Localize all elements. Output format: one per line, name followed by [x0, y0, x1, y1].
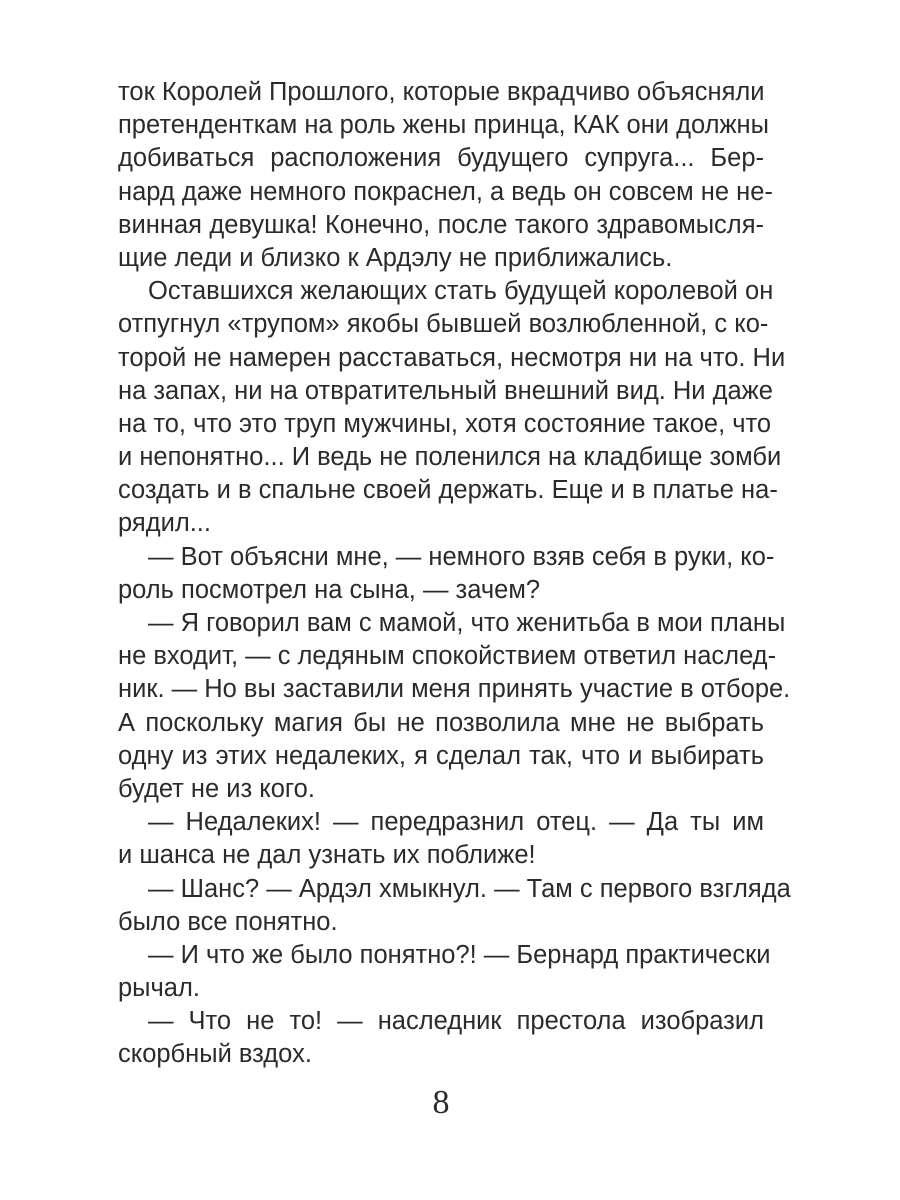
- text-line: и непонятно... И ведь не поленился на кладбище зомби: [118, 443, 782, 472]
- text-line: претенденткам на роль жены принца, КАК они должны: [118, 111, 769, 140]
- text-line: нард даже немного покраснел, а ведь он совсем не не-: [118, 177, 773, 206]
- text-line: было все понятно.: [118, 907, 338, 936]
- body-text: [118, 76, 791, 1072]
- text-line: — Что не то! — наследник престола изобразил: [148, 1007, 764, 1036]
- text-line: на то, что это труп мужчины, хотя состояние такое, что: [118, 409, 772, 438]
- text-line: — Вот объясни мне, — немного взяв себя в руки, ко-: [148, 542, 775, 571]
- text-line: будет не из кого.: [118, 774, 315, 803]
- text-line: не входит, — с ледяным спокойствием ответил наслед-: [118, 642, 777, 671]
- text-line: одну из этих недалеких, я сделал так, что и выбирать: [118, 741, 764, 770]
- text-line: Оставшихся желающих стать будущей королевой он: [148, 277, 774, 306]
- text-line: скорбный вздох.: [118, 1040, 312, 1069]
- text-line: А поскольку магия бы не позволила мне не выбрать: [118, 708, 764, 737]
- text-line: отпугнул «трупом» якобы бывшей возлюбленной, с ко-: [118, 310, 769, 339]
- text-line: ник. — Но вы заставили меня принять участие в отборе.: [118, 675, 791, 704]
- text-line: — Шанс? — Ардэл хмыкнул. — Там с первого взгляда: [148, 874, 791, 903]
- text-line: на запах, ни на отвратительный внешний вид. Ни даже: [118, 376, 773, 405]
- text-line: и шанса не дал узнать их поближе!: [118, 841, 536, 870]
- text-line: — Я говорил вам с мамой, что женитьба в мои планы: [148, 609, 786, 637]
- text-line: винная девушка! Конечно, после такого здравомысля-: [118, 210, 764, 239]
- text-line: щие леди и близко к Ардэлу не приближались.: [118, 243, 673, 272]
- page-number: 8: [432, 1084, 450, 1121]
- text-line: рычал.: [118, 974, 200, 1003]
- text-line: рядил...: [118, 509, 211, 538]
- text-line: роль посмотрел на сына, — зачем?: [118, 575, 541, 604]
- text-line: торой не намерен расставаться, несмотря ни на что. Ни: [118, 343, 786, 372]
- text-line: ток Королей Прошлого, которые вкрадчиво объясняли: [118, 78, 765, 106]
- text-line: — И что же было понятно?! — Бернард практически: [148, 940, 771, 969]
- text-line: — Недалеких! — передразнил отец. — Да ты им: [148, 808, 764, 837]
- text-line: создать и в спальне своей держать. Еще и в платье на-: [118, 476, 778, 505]
- text-line: добиваться расположения будущего супруга... Бер-: [118, 144, 764, 173]
